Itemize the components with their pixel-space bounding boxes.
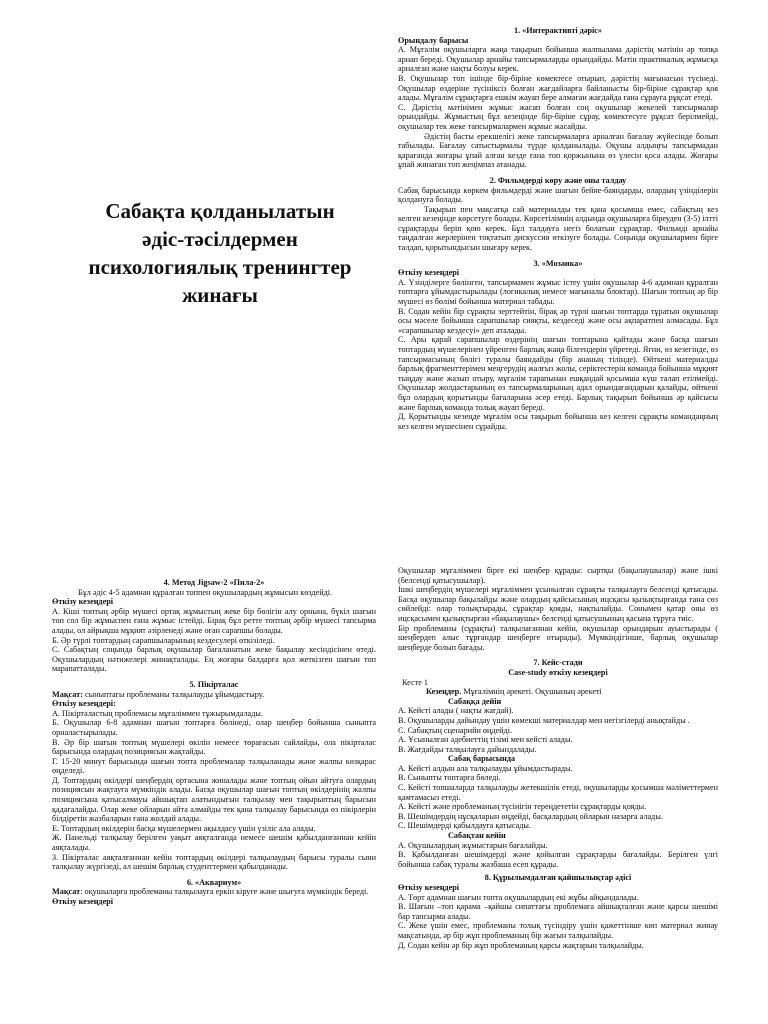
method-4-paragraph: А. Кіші топтың әрбір мүшесі ортақ жұмыстың жеке бір бөлігін алу орнына, бүкіл шағын топ сол бір жұмыспен ғана жұмыс істейді. Бірақ бұл ретте топтың әрбір мүшесі тапсырма алады, ол айрықша мұқият әзірленеді және оған сарапшы болады.	[52, 606, 376, 635]
method-7-item: В. Шешімдердің нұсқаларын өңдейді, басқалардың ойларын назарға алады.	[398, 811, 663, 821]
method-7-item: А. Кейсті алдын ала талқылауды ұйымдастырады.	[398, 763, 573, 773]
method-5-item: Б. Оқушылар 6-8 адамнан шағын топтарға бөлінеді, олар шеңбер бойынша сыныпта орналастырылады.	[52, 718, 376, 737]
method-7-stages-label: Кезеңдер.	[426, 687, 462, 697]
method-5-item: З. Пікірталас аяқталғаннан кейін топтардың өкілдері талқылаудың барысы туралы сыни талқылау жүргізеді, ал шешім барлық студенттермен қабылданады.	[52, 852, 376, 872]
method-5-item: В. Әр бір шағын топтың мүшелері өкілін немесе төрағасын сайлайды, ола пікірталас барысында олардың позициясын жақтайды.	[52, 737, 376, 757]
method-4-paragraph: Б. Әр түрлі топтардың сарапшыларының кездесулері өткізіледі.	[52, 635, 275, 645]
method-7-columns	[398, 687, 718, 697]
method-6-label: Өткізу кезеңдері	[52, 897, 114, 906]
method-5-item: Е. Топтардың өкілдерін басқа мүшелермен ақылдасу үшін үзіліс ала алады.	[52, 823, 316, 833]
method-8-item: А. Төрт адамнан шағын топта оқушылардың екі жұбы айқындалады.	[398, 892, 639, 902]
method-7-item: А. Оқушылардың жұмыстарын бағалайды.	[398, 840, 548, 850]
method-5-item: А. Пікірталастың проблемасы мұғаліммен тұжырымдалады.	[52, 708, 263, 718]
bottom-right-column	[398, 566, 718, 950]
method-8-item: В. Шағын –топ қарама –қайшы сипаттағы проблемаға айшықталған және қарсы шешімі бар тапсырма алады.	[398, 902, 718, 921]
method-7-item: А. Кейсті алады ( нақты жағдай).	[398, 706, 514, 716]
method-8-label: Өткізу кезеңдері	[398, 883, 460, 892]
method-5-item: Г. 15-20 минут барысында шағын топта проблемалар талқыланады және жалпы көзқарас өңделеді.	[52, 756, 376, 776]
method-1-paragraph: С. Дәрістің мәтінімен жұмыс жасап болған соң оқушылар жекелей тапсырмалар орындайды. Жұмыстың бұл кезеңінде бір-біріне сұрау, көмектесуге рұқсат берілмейді, оқушылар тек жеке тапсырмалармен жұмыс жасайды.	[398, 102, 718, 131]
method-7-item: С. Шешімдерді қабылдауға қатысады.	[398, 821, 531, 831]
cover-title-line: әдіс-тәсілдермен	[142, 227, 298, 251]
cover-title-line: Сабақта қолданылатын	[105, 199, 335, 223]
method-4-paragraph: С. Сабақтың соңында барлық оқушылар бағаланатын жеке бақылау кесіндісінен өтеді. Оқушылардың нәтижелері жинақталады. Ең жоғары балдарға қол жеткізген шағын топ марапатталады.	[52, 645, 376, 674]
method-7-title: 7. Кейс-стади	[533, 658, 583, 668]
method-3-paragraph: С. Ары қарай сарапшылар өздерінің шағын топтарына қайтады және басқа шағын топтардың мүшелерінен үйренген барлық жаңа білгендерін үйретеді. Яғни, өз кезегінде, өз тапсырмасының бөлігі туралы баяндайды (бір ананың тілінде). Өйткені материалды барлық фрагменттерімен меңгерудің жалғыз жолы, серіктестерін команда бойынша мұқият тыңдау және жазып отыру, мұғалім тарапынан ешқандай қосымша күш талап етілмейді. Оқушылар жолдастарының өз тапсырмаларының адал орындағандарын қалайды, өйткені бұл олардың қорытынды бағаларына әсер етеді. Барлық тақырып бойынша әр қайсысы және барлық команда толық жауап береді.	[398, 335, 718, 412]
method-1-paragraph: В. Оқушылар топ ішінде бір-біріне көмектесе отырып, дәрістің мағынасын түсінеді. Оқушылар өздеріне түсініксіз болған жағдайларға байланысты бір-біріне сұрақтар қоя алады. Мұғалім сұрақтарға ешкім жауап бере алмаған жағдайда ғана сұрауға рұқсат етеді.	[398, 73, 718, 103]
method-4-intro: Бұл әдіс 4-5 адамнан құралған топпен оқушылардың жұмысын көздейді.	[78, 587, 333, 597]
method-7-item: В. Сыныпты топтарға бөледі.	[398, 773, 501, 783]
method-7-table-number: Кесте 1	[402, 677, 428, 687]
method-7-after-label: Сабақтан кейін	[448, 831, 506, 841]
method-8-item: Д. Содан кейін әр бір жұп проблеманың қарсы жақтарын талқылайды.	[398, 940, 644, 950]
method-7-item: А. Ұсынылған әдебиеттің тізімі мен кейсті алады.	[398, 735, 573, 745]
method-5-item: Д. Топтардың өкілдері шеңбердің ортасына жиналады және топтың ойын айтуға олардың позициясын жақтауға мүмкіндік алады. Басқа оқушылар шағын топтың өкілдерінің жалпы позициясына қатысалмауы айшықтап алатындығын талқылау мен тақырыптың барысын қадағалайды. Олар жеке ойларын айта алмайды тек қана талқылау барысында өз пікірлерін білдіретін жазбаларын ғана жолдай алады.	[52, 775, 376, 824]
method-6-goal	[52, 887, 376, 897]
method-1-title: 1. «Интерактивті дәріс»	[513, 26, 603, 35]
method-4-title: 4. Метод Jigsaw-2 «Пила-2»	[163, 578, 265, 587]
method-2-paragraph: Сабақ барысында көркем фильмдерді және шағын бейне-баяндарды, олардың үзінділерін қолдануға болады.	[398, 185, 718, 205]
method-6-paragraph: Оқушылар мұғаліммен бірге екі шеңбер құрады: сыртқы (бақылаушылар) және ішкі (белсенді қатысушылар).	[398, 566, 718, 585]
cover-title	[60, 197, 380, 309]
method-7-item: В. Жағдайды талқылауға дайындалады.	[398, 744, 537, 754]
method-5-title: 5. Пікірталас	[189, 679, 239, 689]
method-5-goal	[52, 690, 376, 700]
method-3-paragraph: А. Үзінділерге бөлінген, тапсырмамен жұмыс істеу үшін оқушылар 4-6 адамнан құралған топтарға ұйымдастырылады (логикалық немесе мағыналы блоктар). Шағын топтың әр бір мүшесі өз бөлімі бойынша материал табады.	[398, 277, 718, 307]
method-8-item: С. Жеке үшін емес, проблеманы толық түсіндіру үшін қажеттінше көп материал жинау мақсатында, әр бір жұп проблеманың бір жағын талқылайды.	[398, 921, 718, 940]
method-5-goal-label: Мақсат:	[52, 689, 83, 699]
method-4-label: Өткізу кезеңдері	[52, 597, 114, 607]
cover-title-line: психологиялық тренингтер	[88, 255, 352, 279]
method-8-title: 8. Құрылымдалған қайшылықтар әдісі	[484, 873, 632, 883]
bottom-left-column	[52, 578, 376, 907]
method-7-item: С. Сабақтың сценарийн өңдейді.	[398, 725, 513, 735]
method-5-item: Ж. Панельді талқылау берілген уақыт аяқталғанда немесе шешім қабылданғаннан кейін аяқталады.	[52, 833, 376, 853]
method-2-title: 2. Фильмдерді көру және оны талдау	[489, 175, 627, 185]
method-6-goal-text: : оқушыларға проблеманы талқылауға еркін кіруге және шығуға мүмкіндік береді.	[80, 887, 369, 897]
method-7-item: А. Кейсті және проблеманың түсінігін тереңдететін сұрақтарды қояды.	[398, 802, 647, 812]
method-7-item: В. Қабылданған шешімдерді және қойылған сұрақтарды бағалайды. Берілген үлгі бойынша сабақ туралы жазбаша есеп құрады.	[398, 850, 718, 869]
method-7-item: С. Кейсті топшаларда талқылауды жетекшілік етеді, оқушыларды қосымша мәліметтермен қамтамасыз етеді.	[398, 783, 718, 802]
method-3-title: 3. «Мозаика»	[533, 258, 583, 268]
method-1-paragraph: А. Мұғалім оқушыларға жаңа тақырып бойынша жалпылама дәрістің мәтінін әр топқа арнап береді. Оқушылар арнайы тапсырмаларды орындайды. Мәтін практикалық жұмысқа арналған және нақты болуы керек.	[398, 45, 718, 74]
method-7-subtitle: Case-study өткізу кезеңдері	[508, 667, 608, 677]
method-6-goal-label: Мақсат	[52, 887, 81, 897]
top-right-column	[398, 26, 718, 431]
method-7-item: В. Оқушыларды дайындау үшін көмекші материалдар мен негізгілерді анықтайды .	[398, 715, 690, 725]
method-7-during-label: Сабақ барысында	[448, 754, 516, 764]
method-6-paragraph: Бір проблеманы (сұрақты) талқылағаннан кейін, оқушылар орындарын ауыстырады ( шеңбердеn алыс тұрғандар шеңберге отырады). Мүмкіндігінше, барлық оқушылар шеңберде болып бағады.	[398, 623, 718, 652]
method-2-paragraph: Тақырып пен мақсатқа сай материалды тек қана қосымша емес, сабақтың кез келген кезеңінде көрсетуге болады. Көрсетілімнің алдында оқушыларға біреуден (3-5) ілтті сұрақтарды беріп қою керек. Бұл талдауға негіз болатын сұрақтар. Фильмді арнайы таңдалған жерлерінен тоқтатып дискуссия өткізуге болады. Соңында оқушылармен бірге талдап, қорытындысын шығару керек.	[398, 204, 718, 253]
method-3-paragraph: Д. Қорытынды кезеңде мұғалім осы тақырып бойынша кез келген сұрақты командаңның кез келген мүшесінен сұрайды.	[398, 412, 718, 431]
method-6-title: 6. «Аквариум»	[186, 877, 242, 887]
method-1-paragraph: Әдістің басты ерекшелігі жеке тапсырмаларға арналған бағалау жүйесінде болып табылады. Бағалау сатыстырмалы түрде қолданылады. Оқушы алдыңғы тапсырмадан қарағанда жоғары ұпай алған кезде ғана топ қоржынына өз үлесін қоса алады. Жоғары ұпай жинаған топ жеңімпаз атанады.	[398, 131, 718, 170]
method-3-paragraph: В. Содан кейін бір сұрақты зерттейтін, бірақ әр түрлі шағын топтарда тұратын оқушылар осы мәселе бойынша сарапшылар сияқты, кездеседі және осы ақпаратпен алмасады. Бұл «сарапшылар кездесуі» деп аталады.	[398, 306, 718, 335]
method-3-label: Өткізу кезеңдері	[398, 268, 460, 278]
method-7-columns-text: Мұғалімнің әрекеті. Оқушының әрекеті	[461, 687, 602, 697]
method-7-before-label: Сабаққа дейін	[448, 696, 502, 706]
method-5-label: Өткізу кезеңдері:	[52, 699, 116, 709]
method-1-label: Орындалу барысы	[398, 35, 469, 45]
method-6-paragraph: Ішкі шеңбердің мүшелері мұғаліммен ұсынылған сұрақты талқылауға белсенді қатысады. Басқа оқушылар бақылайды және олардың қайсысының ицсқасы қызықтырғанда ғана сөз сөйлейді: олар толықтырады, сұрақтар қояды, нақтылайды. Сонымен қатар оны өз ицсқасымен қызықтырған «бақылаушы» белсенді қатысушының қасына тұруға тиіс.	[398, 585, 718, 623]
method-5-goal-text: сыныптағы проблеманы талқылауды ұйымдастыру.	[82, 689, 265, 699]
cover-title-line: жинағы	[182, 283, 258, 307]
